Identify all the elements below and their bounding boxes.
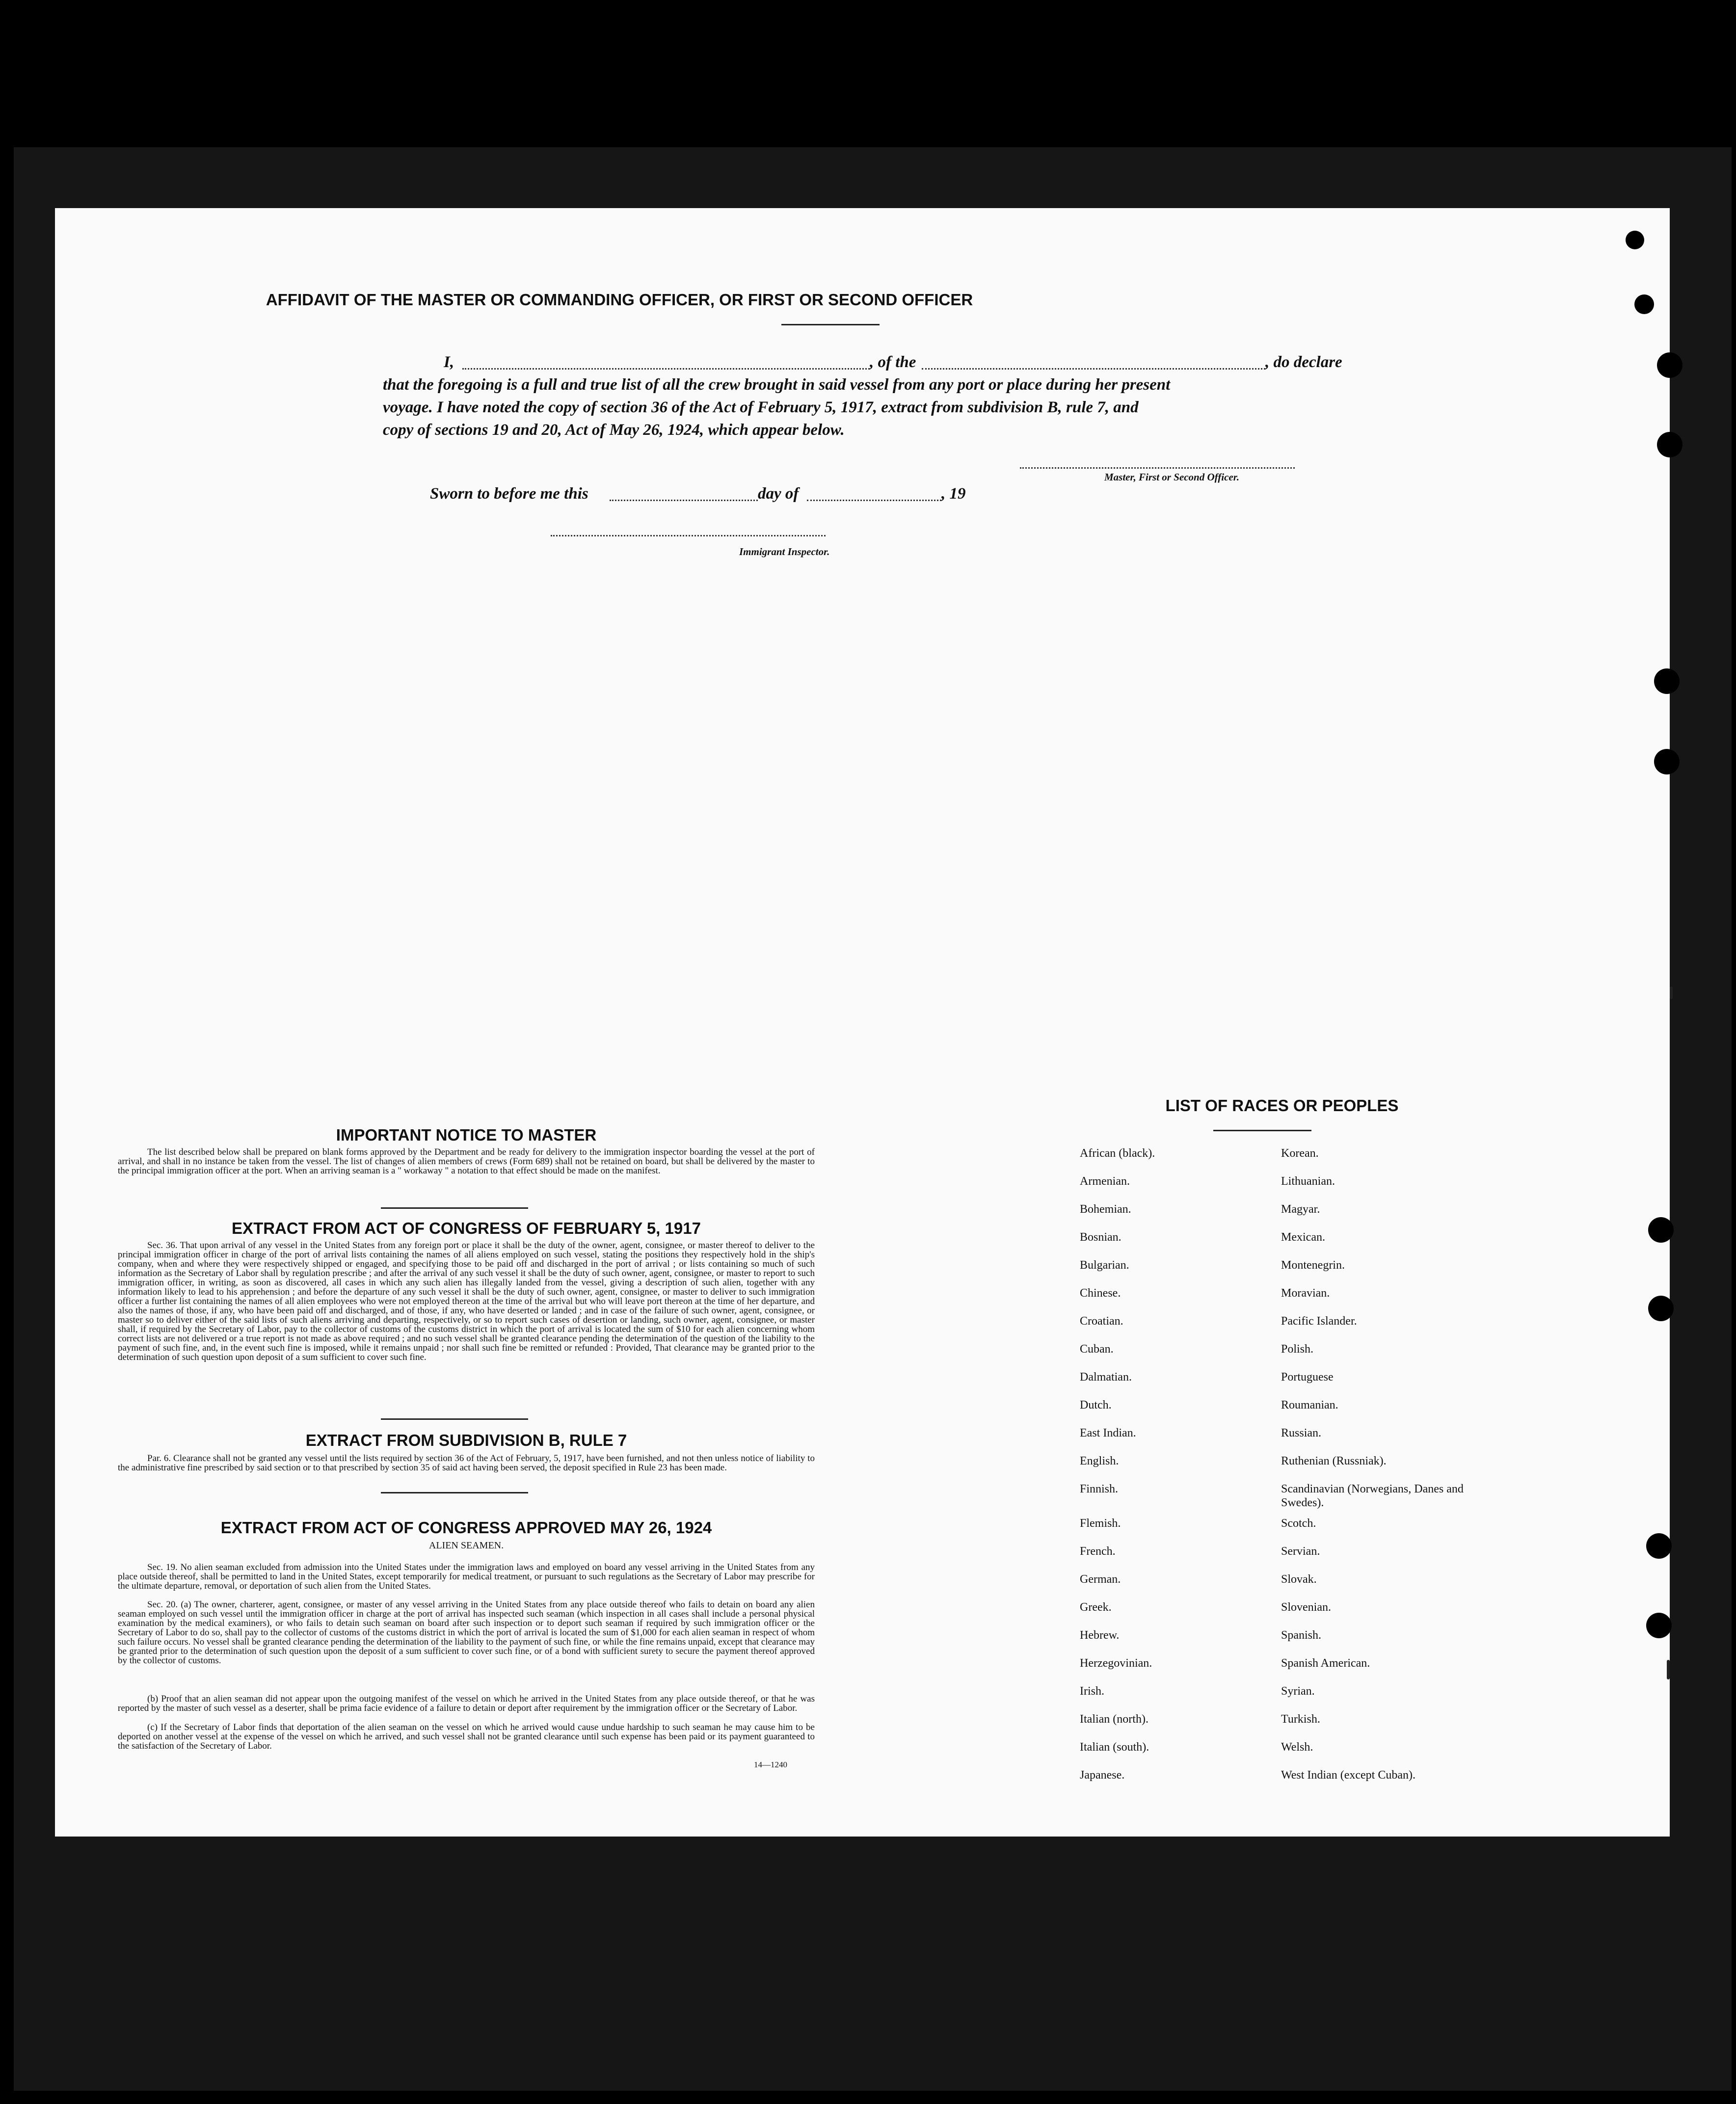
race-item: Moravian. <box>1281 1287 1330 1300</box>
race-item: German. <box>1080 1573 1121 1586</box>
binder-hole <box>1657 352 1683 378</box>
race-item: Portuguese <box>1281 1371 1334 1384</box>
affidavit-line-1 <box>444 353 454 372</box>
form-number: 14—1240 <box>754 1760 787 1769</box>
race-item: Croatian. <box>1080 1315 1123 1328</box>
affidavit-line-3: voyage. I have noted the copy of section 36 of the Act of February 5, 1917, extract from subdivision B, rule 7, and <box>383 399 1139 416</box>
race-item: Cuban. <box>1080 1343 1114 1356</box>
sworn-prefix: Sworn to before me this <box>430 485 588 503</box>
form-page <box>55 208 1670 1837</box>
affidavit-line-2: that the foregoing is a full and true list of all the crew brought in said vessel from any port or place during her present <box>383 376 1171 394</box>
title-divider <box>781 324 880 325</box>
race-item: Chinese. <box>1080 1287 1121 1300</box>
race-item: Scandinavian (Norwegians, Danes and Swedes). <box>1281 1483 1464 1509</box>
race-item: Roumanian. <box>1281 1399 1338 1412</box>
race-item: Greek. <box>1080 1601 1112 1614</box>
sec20b-text: (b) Proof that an alien seaman did not appear upon the outgoing manifest of the vessel on which he arrived in the United States from any place outside thereof, or that he was reported by the master of such vessel as a deserter, shall be prima facie evidence of a failure to detain or deport after requirement by the immigration officer or the Secretary of Labor. <box>118 1694 815 1713</box>
race-item: Dalmatian. <box>1080 1371 1132 1384</box>
affidavit-title: AFFIDAVIT OF THE MASTER OR COMMANDING OFFICER, OR FIRST OR SECOND OFFICER <box>266 291 973 309</box>
race-item: Spanish American. <box>1281 1657 1370 1670</box>
race-item: Armenian. <box>1080 1175 1130 1188</box>
divider-3 <box>381 1492 528 1493</box>
race-item: Bulgarian. <box>1080 1259 1129 1272</box>
scan-mark <box>1667 1660 1670 1679</box>
race-item: Russian. <box>1281 1427 1322 1439</box>
race-item: Korean. <box>1281 1147 1319 1160</box>
sworn-day-of: day of <box>758 485 799 503</box>
race-item: Magyar. <box>1281 1203 1320 1216</box>
race-item: Bohemian. <box>1080 1203 1131 1216</box>
races-right-column <box>1281 1146 1477 1796</box>
extract-rule7-title: EXTRACT FROM SUBDIVISION B, RULE 7 <box>305 1431 627 1449</box>
affidavit-line-4: copy of sections 19 and 20, Act of May 26, 1924, which appear below. <box>383 421 845 439</box>
master-caption: Master, First or Second Officer. <box>1104 471 1239 483</box>
affidavit-i: I, <box>444 353 454 371</box>
race-item: African (black). <box>1080 1147 1155 1160</box>
extract-1917-title: EXTRACT FROM ACT OF CONGRESS OF FEBRUARY 5, 1917 <box>232 1219 701 1237</box>
extract-1917-body: Sec. 36. That upon arrival of any vessel in the United States from any foreign port or place it shall be the duty of the owner, agent, consignee, or master thereof to deliver to the principal immigration officer in charge of the port of arrival lists containing the names of all aliens employed on such vessel, stating the positions they respectively hold in the ship's company, when and where they were respectively shipped or engaged, and specifying those to be paid off and discharged in the port of arrival ; or lists containing so much of such information as the Secretary of Labor shall by regulation prescribe ; and after the arrival of any such vessel it shall be the duty of such owner, agent, consignee, or master to report to such immigration officer, in writing, as soon as discovered, all cases in which any such alien has illegally landed from the vessel, giving a description of such alien, together with any information likely to lead to his apprehension ; and before the departure of any such vessel it shall be the duty of such owner, agent, consignee, or master to deliver to such immigration officer a further list containing the names of all alien employees who were not employed thereon at the time of the arrival but who will leave port thereon at the time of her departure, and also the names of those, if any, who have been paid off and discharged, and of those, if any, who have deserted or landed ; and in case of the failure of such owner, agent, consignee, or master so to deliver either of the said lists of such aliens arriving and departing, respectively, or so to report such cases of desertion or landing, such owner, agent, consignee, or master shall, if required by the Secretary of Labor, pay to the collector of customs of the customs district in which the port of arrival is located the sum of $10 for each alien concerning whom correct lists are not delivered or a true report is not made as above required ; and no such vessel shall be granted clearance pending the determination of the question of the liability to the payment of such fine, and, in the event such fine is imposed, while it remains unpaid ; nor shall such fine be remitted or refunded : Provided, That clearance may be granted prior to the determination of such question upon deposit of a sum sufficient to cover such fine. <box>118 1240 815 1362</box>
notice-title: IMPORTANT NOTICE TO MASTER <box>336 1126 597 1144</box>
race-item: Flemish. <box>1080 1517 1121 1530</box>
divider-2 <box>381 1418 528 1420</box>
race-item: Ruthenian (Russniak). <box>1281 1455 1387 1467</box>
race-item: Irish. <box>1080 1685 1104 1698</box>
race-item: English. <box>1080 1455 1119 1467</box>
race-item: West Indian (except Cuban). <box>1281 1769 1416 1782</box>
race-item: Italian (north). <box>1080 1713 1148 1726</box>
master-signature-line <box>1020 467 1295 469</box>
sworn-year: , 19 <box>941 485 966 503</box>
race-item: Mexican. <box>1281 1231 1325 1244</box>
race-item: Japanese. <box>1080 1769 1125 1782</box>
inspector-signature-line <box>551 535 826 536</box>
extract-1924-subtitle: ALIEN SEAMEN. <box>428 1540 504 1551</box>
race-item: Italian (south). <box>1080 1741 1149 1754</box>
inspector-caption: Immigrant Inspector. <box>739 546 830 558</box>
binder-hole <box>1646 1613 1672 1638</box>
race-item: Scotch. <box>1281 1517 1316 1530</box>
sec19-text: Sec. 19. No alien seaman excluded from admission into the United States under the immigration laws and employed on board any vessel arriving in the United States from any place outside thereof, shall be permitted to land in the United States, except temporarily for medical treatment, or pursuant to such regulations as the Secretary of Labor may prescribe for the ultimate departure, removal, or deportation of such alien from the United States. <box>118 1562 815 1591</box>
binder-hole <box>1646 1533 1672 1559</box>
race-item: East Indian. <box>1080 1427 1136 1439</box>
sec20a-text: Sec. 20. (a) The owner, charterer, agent, consignee, or master of any vessel arriving in the United States from any place outside thereof who fails to detain on board any alien seaman employed on such vessel until the immigration officer in charge at the port of arrival has inspected such seaman (which inspection in all cases shall include a personal physical examination by the medical examiners), or who fails to detain such seaman on board after such inspection or to deport such seaman if required by such immigration officer or the Secretary of Labor to do so, shall pay to the collector of customs of the customs district in which the port of arrival is located the sum of $1,000 for each alien seaman in respect of whom such failure occurs. No vessel shall be granted clearance pending the determination of the liability to the payment of such fine, or while the fine remains unpaid, except that clearance may be granted prior to the determination of such question upon the deposit of a sum sufficient to cover such fine, or of a bond with sufficient surety to secure the payment thereof approved by the collector of customs. <box>118 1599 815 1666</box>
divider-1 <box>381 1207 528 1209</box>
race-item: Turkish. <box>1281 1713 1320 1726</box>
race-item: Montenegrin. <box>1281 1259 1345 1272</box>
sec20c-text: (c) If the Secretary of Labor finds that deportation of the alien seaman on the vessel on which he arrived would cause undue hardship to such seaman he may cause him to be deported on another vessel at the expense of the vessel on which he arrived, and such vessel shall not be granted clearance until such expense has been paid or its payment guaranteed to the satisfaction of the Secretary of Labor. <box>118 1722 815 1751</box>
binder-hole <box>1626 231 1644 249</box>
notice-body: The list described below shall be prepared on blank forms approved by the Department and be ready for delivery to the immigration inspector boarding the vessel at the port of arrival, and shall in no instance be taken from the vessel. The list of changes of alien members of crews (Form 689) shall not be retained on board, but shall be delivered by the master to the principal immigration officer at the port. When an arriving seaman is a " workaway " a notation to that effect should be made on the manifest. <box>118 1147 815 1176</box>
race-item: Spanish. <box>1281 1629 1322 1642</box>
month-blank <box>807 500 941 501</box>
race-item: Hebrew. <box>1080 1629 1120 1642</box>
vessel-blank <box>922 368 1265 370</box>
race-item: Herzegovinian. <box>1080 1657 1152 1670</box>
binder-hole <box>1648 1217 1674 1243</box>
affidavit-of-the: , of the <box>870 353 916 371</box>
race-item: French. <box>1080 1545 1116 1558</box>
binder-hole <box>1634 294 1654 314</box>
race-item: Dutch. <box>1080 1399 1112 1412</box>
race-item: Syrian. <box>1281 1685 1315 1698</box>
binder-hole <box>1654 668 1680 694</box>
race-item: Lithuanian. <box>1281 1175 1335 1188</box>
races-divider <box>1213 1130 1311 1131</box>
races-left-column <box>1080 1146 1266 1796</box>
race-item: Slovak. <box>1281 1573 1317 1586</box>
race-item: Servian. <box>1281 1545 1320 1558</box>
name-blank <box>462 368 870 370</box>
scan-mark <box>1670 986 1673 999</box>
binder-hole <box>1648 1296 1674 1321</box>
race-item: Slovenian. <box>1281 1601 1331 1614</box>
race-item: Welsh. <box>1281 1741 1313 1754</box>
races-title: LIST OF RACES OR PEOPLES <box>1165 1096 1399 1115</box>
race-item: Polish. <box>1281 1343 1314 1356</box>
race-item: Pacific Islander. <box>1281 1315 1357 1328</box>
extract-1924-title: EXTRACT FROM ACT OF CONGRESS APPROVED MAY 26, 1924 <box>220 1518 712 1537</box>
day-blank <box>610 500 758 501</box>
binder-hole <box>1657 432 1683 457</box>
race-item: Finnish. <box>1080 1483 1119 1495</box>
race-item: Bosnian. <box>1080 1231 1122 1244</box>
binder-hole <box>1654 749 1680 774</box>
affidavit-declare: , do declare <box>1265 353 1342 371</box>
extract-rule7-body: Par. 6. Clearance shall not be granted any vessel until the lists required by section 36 of the Act of February, 5, 1917, have been furnished, and not then unless notice of liability to the administrative fine prescribed by said section or to that prescribed by section 35 of said act having been served, the deposit specified in Rule 23 has been made. <box>118 1453 815 1473</box>
